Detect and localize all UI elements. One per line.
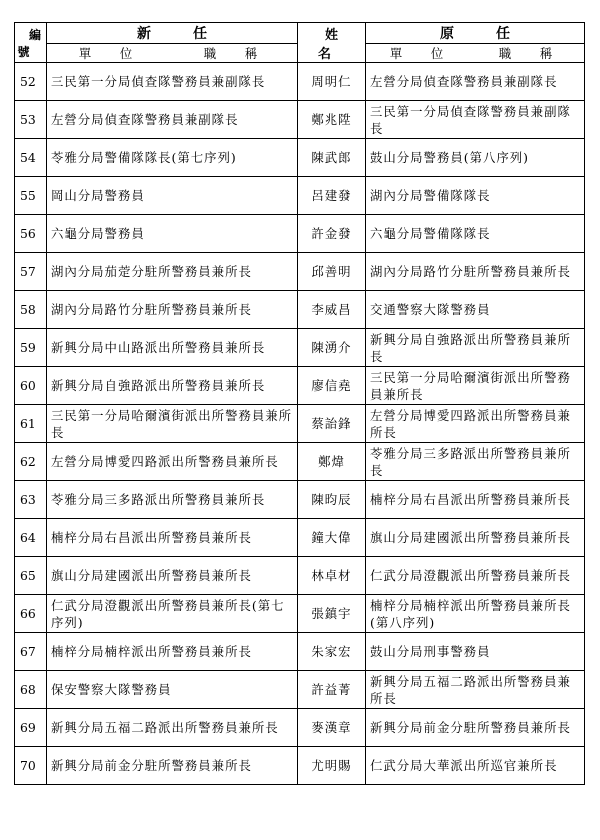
new-position: 三民第一分局哈爾濱街派出所警務員兼所長 (47, 405, 298, 443)
header-new-title: 職 稱 (203, 46, 266, 61)
person-name: 周明仁 (298, 63, 366, 101)
new-position: 仁武分局澄觀派出所警務員兼所長(第七序列) (47, 595, 298, 633)
new-position: 新興分局中山路派出所警務員兼所長 (47, 329, 298, 367)
table-row (15, 671, 585, 709)
person-name: 李威昌 (298, 291, 366, 329)
row-number: 66 (15, 595, 47, 633)
table-row (15, 177, 585, 215)
header-old-unit: 單 位 (389, 46, 452, 61)
row-number: 58 (15, 291, 47, 329)
person-name: 陳昀辰 (298, 481, 366, 519)
table-body (15, 63, 585, 785)
row-number: 64 (15, 519, 47, 557)
old-position: 左營分局博愛四路派出所警務員兼所長 (366, 405, 585, 443)
row-number: 57 (15, 253, 47, 291)
header-no: 編號 (15, 23, 47, 63)
table-row (15, 519, 585, 557)
old-position: 六龜分局警備隊隊長 (366, 215, 585, 253)
row-number: 68 (15, 671, 47, 709)
person-name: 鄭煒 (298, 443, 366, 481)
table-row (15, 481, 585, 519)
table-row (15, 63, 585, 101)
new-position: 岡山分局警務員 (47, 177, 298, 215)
person-name: 林卓材 (298, 557, 366, 595)
row-number: 70 (15, 747, 47, 785)
row-number: 59 (15, 329, 47, 367)
new-position: 新興分局五福二路派出所警務員兼所長 (47, 709, 298, 747)
table-row (15, 595, 585, 633)
old-position: 湖內分局警備隊隊長 (366, 177, 585, 215)
header-name: 姓名 (298, 23, 366, 63)
row-number: 62 (15, 443, 47, 481)
header-new-unit: 單 位 (78, 46, 141, 61)
table-row (15, 709, 585, 747)
new-position: 保安警察大隊警務員 (47, 671, 298, 709)
old-position: 鼓山分局刑事警務員 (366, 633, 585, 671)
new-position: 楠梓分局楠梓派出所警務員兼所長 (47, 633, 298, 671)
row-number: 67 (15, 633, 47, 671)
old-position: 旗山分局建國派出所警務員兼所長 (366, 519, 585, 557)
old-position: 湖內分局路竹分駐所警務員兼所長 (366, 253, 585, 291)
table-row (15, 405, 585, 443)
header-new-group: 新 任 (47, 23, 298, 44)
row-number: 53 (15, 101, 47, 139)
old-position: 楠梓分局楠梓派出所警務員兼所長(第八序列) (366, 595, 585, 633)
new-position: 旗山分局建國派出所警務員兼所長 (47, 557, 298, 595)
person-name: 許益菁 (298, 671, 366, 709)
person-name: 陳武郎 (298, 139, 366, 177)
new-position: 楠梓分局右昌派出所警務員兼所長 (47, 519, 298, 557)
old-position: 左營分局偵查隊警務員兼副隊長 (366, 63, 585, 101)
row-number: 54 (15, 139, 47, 177)
row-number: 61 (15, 405, 47, 443)
person-name: 廖信堯 (298, 367, 366, 405)
table-row (15, 443, 585, 481)
new-position: 湖內分局路竹分駐所警務員兼所長 (47, 291, 298, 329)
new-position: 左營分局偵查隊警務員兼副隊長 (47, 101, 298, 139)
old-position: 新興分局前金分駐所警務員兼所長 (366, 709, 585, 747)
person-name: 許金發 (298, 215, 366, 253)
table-row (15, 253, 585, 291)
table-row (15, 139, 585, 177)
old-position: 三民第一分局哈爾濱街派出所警務員兼所長 (366, 367, 585, 405)
new-position: 左營分局博愛四路派出所警務員兼所長 (47, 443, 298, 481)
table-row (15, 329, 585, 367)
row-number: 69 (15, 709, 47, 747)
table-row (15, 747, 585, 785)
person-name: 張鎮宇 (298, 595, 366, 633)
table-row (15, 367, 585, 405)
new-position: 六龜分局警務員 (47, 215, 298, 253)
old-position: 苓雅分局三多路派出所警務員兼所長 (366, 443, 585, 481)
header-old-sub (366, 44, 585, 63)
table-row (15, 557, 585, 595)
old-position: 鼓山分局警務員(第八序列) (366, 139, 585, 177)
new-position: 三民第一分局偵查隊警務員兼副隊長 (47, 63, 298, 101)
old-position: 新興分局自強路派出所警務員兼所長 (366, 329, 585, 367)
person-name: 鐘大偉 (298, 519, 366, 557)
new-position: 苓雅分局三多路派出所警務員兼所長 (47, 481, 298, 519)
row-number: 65 (15, 557, 47, 595)
row-number: 55 (15, 177, 47, 215)
person-name: 朱家宏 (298, 633, 366, 671)
old-position: 新興分局五福二路派出所警務員兼所長 (366, 671, 585, 709)
header-old-group: 原 任 (366, 23, 585, 44)
old-position: 仁武分局澄觀派出所警務員兼所長 (366, 557, 585, 595)
old-position: 交通警察大隊警務員 (366, 291, 585, 329)
header-old-title: 職 稱 (498, 46, 561, 61)
personnel-table (14, 22, 585, 785)
person-name: 尤明賜 (298, 747, 366, 785)
row-number: 63 (15, 481, 47, 519)
header-new-sub (47, 44, 298, 63)
person-name: 陳湧介 (298, 329, 366, 367)
person-name: 麥漢章 (298, 709, 366, 747)
row-number: 60 (15, 367, 47, 405)
table-row (15, 101, 585, 139)
new-position: 湖內分局茄萣分駐所警務員兼所長 (47, 253, 298, 291)
table-row (15, 215, 585, 253)
old-position: 楠梓分局右昌派出所警務員兼所長 (366, 481, 585, 519)
person-name: 鄭兆陞 (298, 101, 366, 139)
person-name: 蔡詒鋒 (298, 405, 366, 443)
old-position: 仁武分局大華派出所巡官兼所長 (366, 747, 585, 785)
row-number: 56 (15, 215, 47, 253)
new-position: 苓雅分局警備隊隊長(第七序列) (47, 139, 298, 177)
person-name: 邱善明 (298, 253, 366, 291)
table-row (15, 291, 585, 329)
table-row (15, 633, 585, 671)
old-position: 三民第一分局偵查隊警務員兼副隊長 (366, 101, 585, 139)
person-name: 呂建發 (298, 177, 366, 215)
new-position: 新興分局自強路派出所警務員兼所長 (47, 367, 298, 405)
row-number: 52 (15, 63, 47, 101)
new-position: 新興分局前金分駐所警務員兼所長 (47, 747, 298, 785)
